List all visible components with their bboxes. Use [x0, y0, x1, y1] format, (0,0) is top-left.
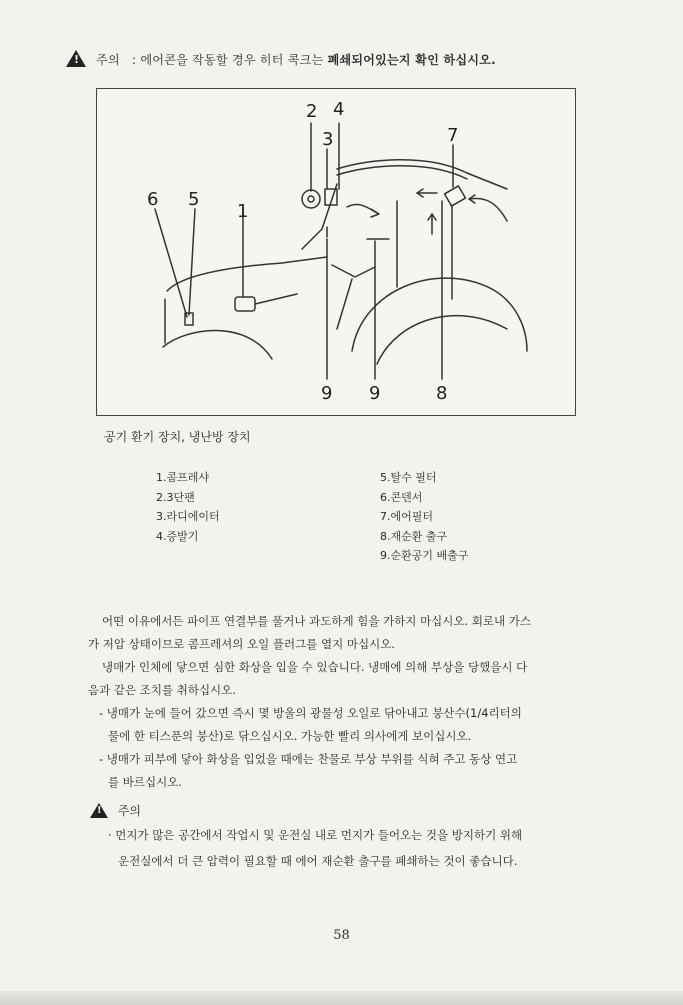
- note-line: · 먼지가 많은 공간에서 작업시 및 운전실 내로 먼지가 들어오는 것을 방지하기 위해: [108, 828, 523, 842]
- bullet-line: - 냉매가 눈에 들어 갔으면 즉시 몇 방울의 광물성 오일로 닦아내고 붕산수(1/4리터의: [99, 706, 522, 720]
- legend-item: 7.에어필터: [380, 510, 433, 523]
- legend-item: 8.재순환 출구: [380, 529, 448, 543]
- callout-3: 3: [322, 129, 334, 150]
- scan-edge: [0, 991, 683, 1005]
- bullet-line: - 냉매가 피부에 닿아 화상을 입었을 때에는 찬물로 부상 부위를 식혀 주고 동상 연고: [99, 752, 518, 766]
- paragraph-line: 어떤 이유에서든 파이프 연결부를 풀거나 과도하게 힘을 가하지 마십시오. 회로내 가스: [102, 614, 532, 628]
- cab-roof: [337, 160, 507, 189]
- paragraph-line: 냉매가 인체에 닿으면 심한 화상을 입을 수 있습니다. 냉매에 의해 부상을 당했을시 다: [102, 660, 528, 674]
- note-body: [108, 822, 558, 874]
- airflow-arrowhead-1: [371, 209, 379, 217]
- tractor-cab-diagram: [96, 88, 576, 416]
- body-text: [88, 610, 558, 794]
- note-heading: [90, 802, 141, 819]
- paragraph-line: 가 저압 상태이므로 콤프레셔의 오일 플러그를 열지 마십시오.: [88, 637, 395, 651]
- callout-9a: 9: [321, 383, 333, 404]
- note-line: 운전실에서 더 큰 압력이 필요할 때 에어 재순환 출구를 폐쇄하는 것이 좋습니다.: [118, 854, 518, 868]
- legend-item: 1.콤프레샤: [156, 471, 209, 484]
- legend-item: 9.순환공기 배출구: [380, 549, 469, 562]
- air-filter-block: [445, 186, 466, 206]
- bullet-line: 를 바르십시오.: [108, 775, 182, 789]
- page-number: 58: [333, 928, 350, 943]
- caution-banner: [66, 50, 666, 68]
- caution-text: : 에어콘을 작동할 경우 히터 콕크는: [132, 53, 324, 67]
- callout-7: 7: [447, 125, 459, 146]
- callout-1: 1: [237, 201, 249, 222]
- figure-caption: 공기 환기 장치, 냉난방 장치: [104, 430, 251, 444]
- legend-item: 5.탈수 필터: [380, 471, 437, 484]
- legend-left: [156, 468, 220, 546]
- warning-triangle-icon: [90, 803, 108, 818]
- front-wheel-arc: [163, 330, 272, 359]
- legend-item: 6.콘덴서: [380, 490, 423, 504]
- leader-6: [155, 209, 187, 317]
- legend-item: 4.증발기: [156, 529, 199, 543]
- callout-5: 5: [188, 189, 200, 210]
- caution-label: 주의: [96, 53, 120, 67]
- legend-item: 3.라디에이터: [156, 510, 220, 523]
- steering-column: [337, 279, 352, 329]
- compressor-line: [255, 294, 297, 304]
- fan-hub: [308, 196, 314, 202]
- compressor-body: [235, 297, 255, 311]
- warning-triangle-icon: [66, 50, 86, 67]
- rear-fender: [352, 278, 527, 351]
- steering-wheel: [332, 265, 375, 277]
- callout-2: 2: [306, 101, 318, 122]
- callout-8: 8: [436, 383, 448, 404]
- paragraph-line: 음과 같은 조치를 취하십시오.: [88, 683, 236, 697]
- legend-item: 2.3단팬: [156, 490, 195, 504]
- tractor-cab-illustration: [97, 89, 575, 415]
- airflow-arrow-1: [347, 205, 377, 213]
- callout-6: 6: [147, 189, 159, 210]
- cab-front-pillar: [302, 184, 337, 249]
- callout-4: 4: [333, 99, 345, 120]
- fan-circle: [302, 190, 320, 208]
- cab-roof-inner: [337, 166, 467, 179]
- note-label: 주의: [117, 804, 142, 818]
- caution-text-bold: 폐쇄되어있는지 확인 하십시오.: [327, 53, 496, 67]
- leader-5: [189, 209, 195, 315]
- bullet-line: 물에 한 티스푼의 붕산)로 닦으십시오. 가능한 빨리 의사에게 보이십시오.: [108, 729, 472, 743]
- callout-9b: 9: [369, 383, 381, 404]
- intake-arrow: [469, 198, 507, 221]
- legend-right: [380, 468, 468, 566]
